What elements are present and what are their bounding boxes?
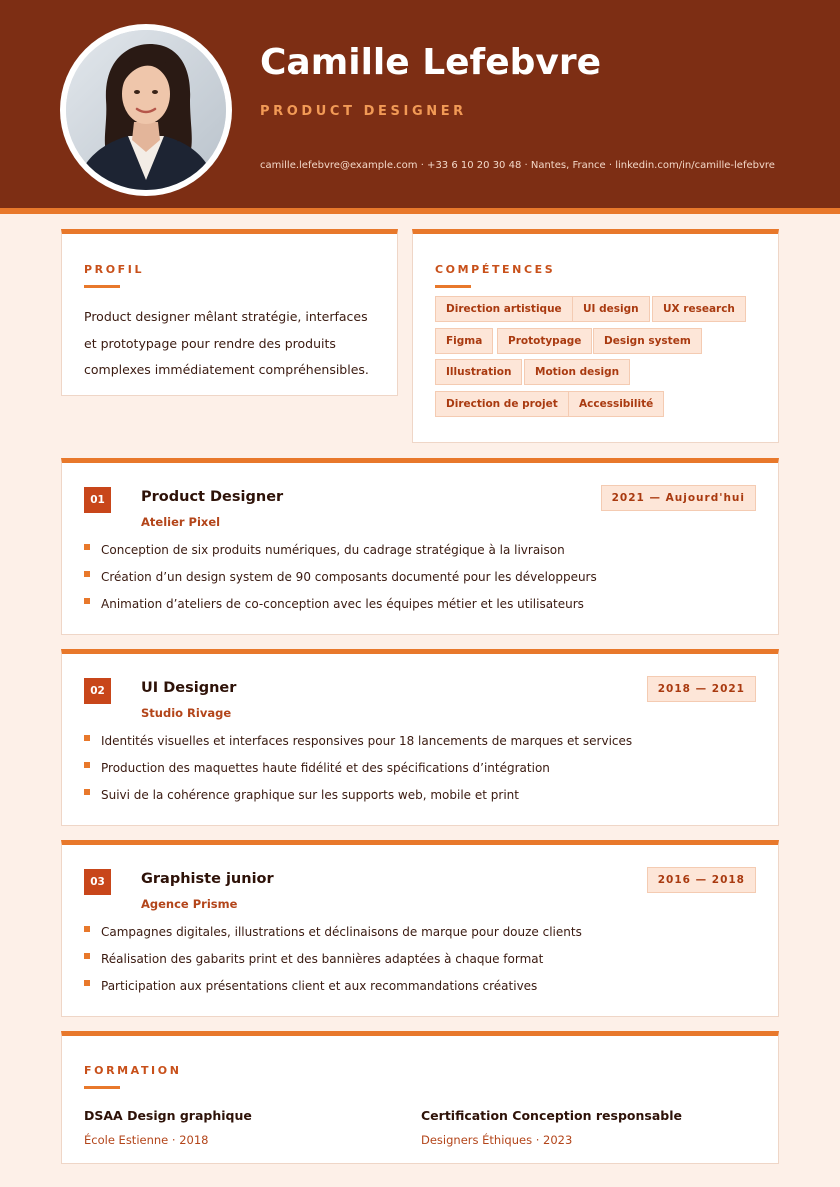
bullet-text: Réalisation des gabarits print et des bannières adaptées à chaque format [101,952,544,966]
bullet-square-icon [84,762,90,768]
experience-number: 03 [84,869,111,895]
job-title: Graphiste junior [141,871,274,887]
bullet-square-icon [84,544,90,550]
bullet-item [84,595,597,622]
bullet-item [84,950,582,977]
section-title: COMPÉTENCES [435,263,556,276]
skill-chip: Direction artistique [435,296,573,322]
skill-chip: Figma [435,328,493,354]
skills-section [412,229,779,443]
skill-chip: Accessibilité [568,391,664,417]
section-underline [84,285,120,288]
bullet-item [84,541,597,568]
candidate-role: PRODUCT DESIGNER [260,104,467,119]
experience-card [61,840,779,1017]
education-title: DSAA Design graphique [84,1108,252,1123]
job-company: Agence Prisme [141,897,238,911]
bullet-square-icon [84,953,90,959]
education-subtitle: Designers Éthiques · 2023 [421,1133,573,1147]
bullet-item [84,977,582,1004]
job-bullets [84,923,582,1004]
bullet-text: Animation d’ateliers de co-conception avec les équipes métier et les utilisateurs [101,597,584,611]
job-bullets [84,732,632,813]
job-dates: 2021 — Aujourd'hui [601,485,756,511]
bullet-text: Suivi de la cohérence graphique sur les supports web, mobile et print [101,788,519,802]
skill-chip: Direction de projet [435,391,569,417]
section-title: FORMATION [84,1064,182,1077]
bullet-text: Création d’un design system de 90 composants documenté pour les développeurs [101,570,597,584]
header-divider [0,208,840,214]
bullet-text: Identités visuelles et interfaces responsives pour 18 lancements de marques et services [101,734,633,748]
skill-chip: Prototypage [497,328,592,354]
job-dates: 2018 — 2021 [647,676,756,702]
education-section [61,1031,779,1164]
skill-chip: UI design [572,296,650,322]
bullet-item [84,759,632,786]
contact-line: camille.lefebvre@example.com · +33 6 10 20 30 48 · Nantes, France · linkedin.com/in/camille-lefebvre [260,160,775,171]
bullet-text: Campagnes digitales, illustrations et déclinaisons de marque pour douze clients [101,925,582,939]
job-bullets [84,541,597,622]
profile-photo [66,30,226,190]
experience-card [61,649,779,826]
skill-chip: Illustration [435,359,522,385]
skill-chip: Design system [593,328,702,354]
bullet-text: Participation aux présentations client et aux recommandations créatives [101,979,538,993]
bullet-square-icon [84,980,90,986]
profile-photo-frame [60,24,232,196]
bullet-item [84,786,632,813]
profile-text: Product designer mêlant stratégie, interfaces et prototypage pour rendre des produits complexes immédiatement compréhensibles. [84,309,369,377]
bullet-square-icon [84,789,90,795]
job-company: Studio Rivage [141,706,232,720]
bullet-item [84,923,582,950]
experience-number: 02 [84,678,111,704]
job-company: Atelier Pixel [141,515,221,529]
bullet-item [84,568,597,595]
experience-number: 01 [84,487,111,513]
candidate-name: Camille Lefebvre [260,42,602,83]
bullet-text: Production des maquettes haute fidélité et des spécifications d’intégration [101,761,550,775]
bullet-square-icon [84,926,90,932]
resume-header [0,0,840,208]
job-title: Product Designer [141,489,284,505]
bullet-text: Conception de six produits numériques, du cadrage stratégique à la livraison [101,543,565,557]
skill-chip: UX research [652,296,746,322]
bullet-item [84,732,632,759]
profile-section [61,229,398,396]
education-title: Certification Conception responsable [421,1108,682,1123]
bullet-square-icon [84,735,90,741]
job-dates: 2016 — 2018 [647,867,756,893]
section-underline [435,285,471,288]
skill-chip: Motion design [524,359,630,385]
job-title: UI Designer [141,680,237,696]
bullet-square-icon [84,571,90,577]
bullet-square-icon [84,598,90,604]
experience-card [61,458,779,635]
section-underline [84,1086,120,1089]
section-title: PROFIL [84,263,145,276]
education-subtitle: École Estienne · 2018 [84,1133,209,1147]
